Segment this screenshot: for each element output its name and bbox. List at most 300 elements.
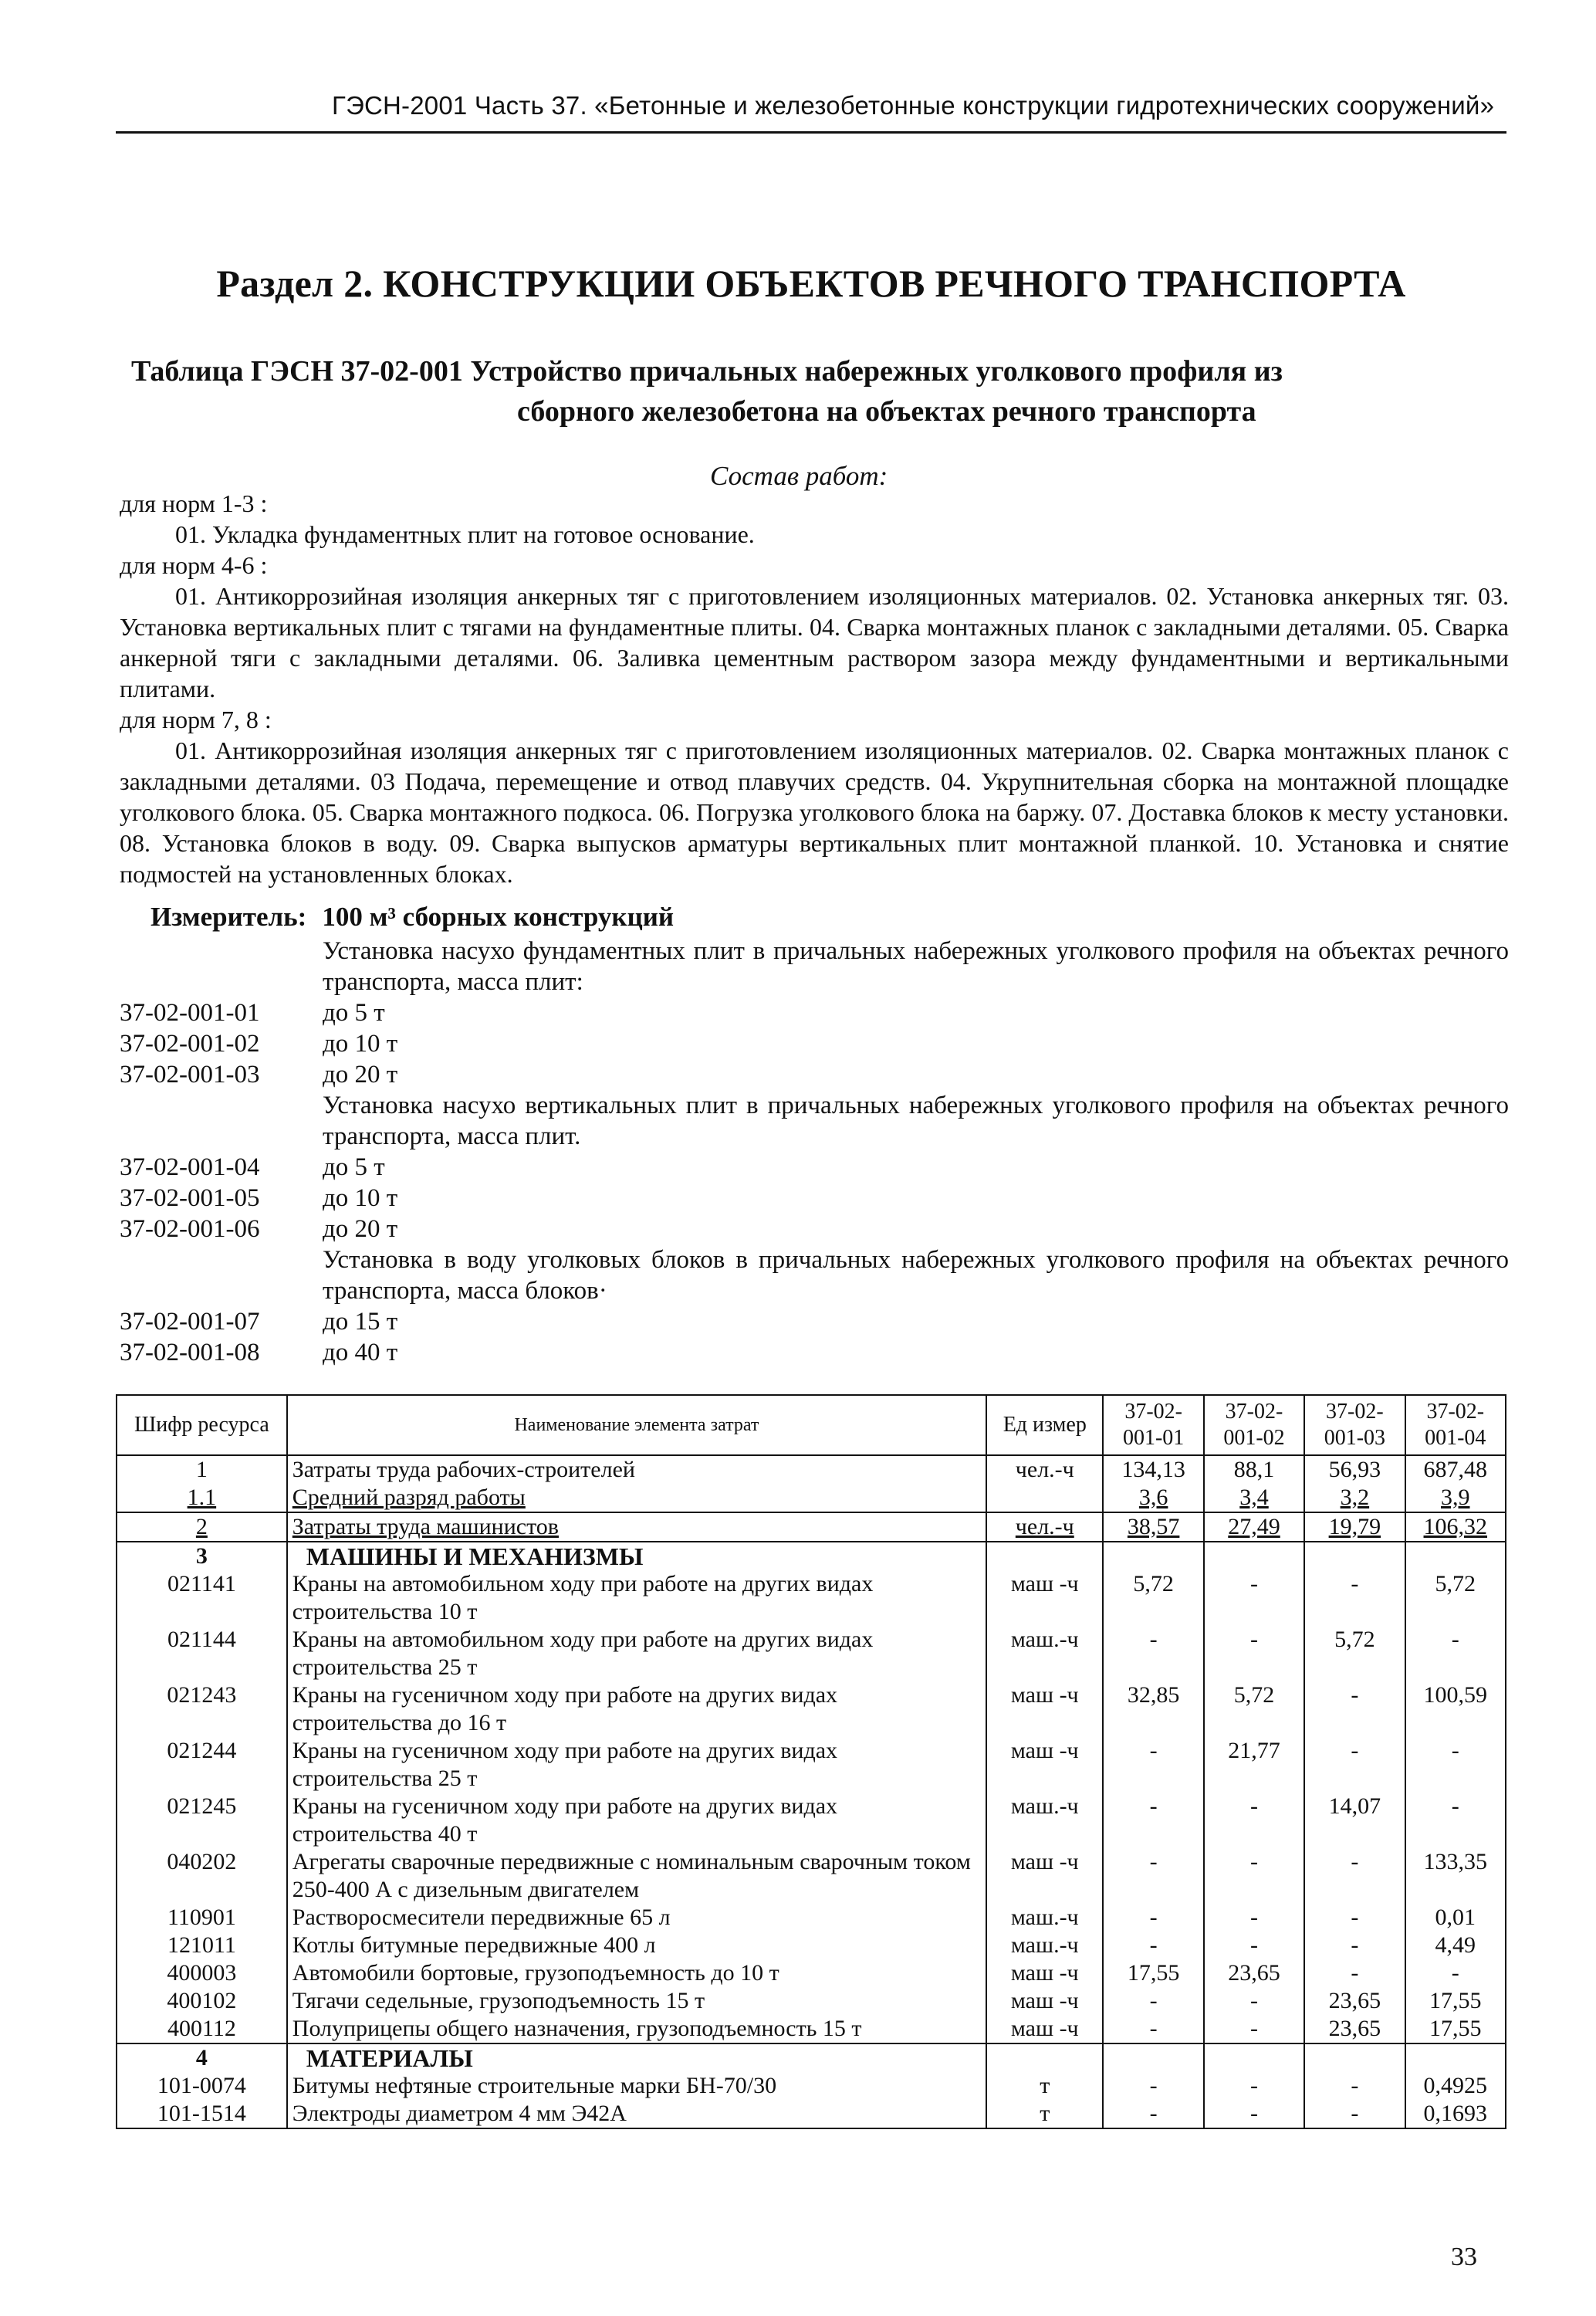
cell-value-4: [1405, 1542, 1506, 1570]
cell-value-2: [1204, 1793, 1304, 1848]
cell-value-2-text: 88,1: [1233, 1457, 1275, 1482]
cell-value-4-text: 106,32: [1423, 1514, 1488, 1539]
cell-unit-text: маш -ч: [1010, 1571, 1079, 1596]
cell-value-2-text: 3,4: [1239, 1485, 1269, 1510]
cell-code: [117, 2043, 287, 2072]
norm-item: [120, 1214, 1509, 1244]
norm-item: [120, 1028, 1509, 1059]
cell-value-3: [1304, 1904, 1405, 1932]
norm-item: [120, 1183, 1509, 1214]
resource-table: [116, 1394, 1506, 2129]
cell-code-text: 400003: [167, 1960, 237, 1986]
cell-name: [287, 1987, 986, 2015]
cell-unit: [986, 1793, 1103, 1848]
cell-name: [287, 1737, 986, 1793]
table-row: [117, 1959, 1506, 1987]
table-row: [117, 1484, 1506, 1512]
cell-value-3: [1304, 2072, 1405, 2100]
cell-value-3: [1304, 1570, 1405, 1626]
cell-code: [117, 1512, 287, 1542]
norm-group-description: Установка насухо вертикальных плит в причальных набережных уголкового профиля на объектах речного транспорта, масса плит.: [323, 1092, 1509, 1150]
cell-value-3-text: 23,65: [1328, 1988, 1381, 2013]
cell-value-1: [1103, 1959, 1203, 1987]
works-composition: [120, 488, 1509, 889]
cell-value-4: [1405, 1959, 1506, 1987]
cell-value-1-text: -: [1149, 1793, 1158, 1819]
cell-value-4-text: 3,9: [1441, 1485, 1470, 1510]
cell-value-1-text: 17,55: [1127, 1960, 1180, 1986]
cell-unit-text: маш.-ч: [1010, 1627, 1079, 1652]
cell-unit: [986, 1959, 1103, 1987]
cell-unit-text: маш.-ч: [1010, 1905, 1079, 1930]
cell-unit-text: маш -ч: [1010, 1960, 1079, 1986]
cell-value-1: [1103, 1848, 1203, 1904]
table-row: [117, 2015, 1506, 2043]
cell-code-text: 040202: [167, 1849, 237, 1874]
cell-value-3-text: 5,72: [1334, 1627, 1375, 1652]
header-norm-4: 37-02- 001-04: [1405, 1395, 1506, 1455]
table-row: [117, 2072, 1506, 2100]
cell-unit: [986, 1626, 1103, 1681]
cell-name: [287, 2015, 986, 2043]
table-row: [117, 1987, 1506, 2015]
cell-unit-text: маш.-ч: [1010, 1793, 1079, 1819]
norm-code: 37-02-001-02: [120, 1030, 260, 1058]
section-title: Раздел 2. КОНСТРУКЦИИ ОБЪЕКТОВ РЕЧНОГО ТРАНСПОРТА: [216, 262, 1406, 305]
cell-value-1-text: 134,13: [1121, 1457, 1185, 1482]
cell-value-1: [1103, 1737, 1203, 1793]
cell-value-2-text: -: [1250, 1849, 1258, 1874]
cell-name-text: Краны на гусеничном ходу при работе на других видах строительства до 16 т: [292, 1682, 838, 1735]
norm-mass: до 20 т: [323, 1215, 398, 1243]
cell-name-text: Котлы битумные передвижные 400 л: [292, 1932, 656, 1958]
cell-code-text: 400102: [167, 1988, 237, 2013]
cell-value-2: [1204, 2043, 1304, 2072]
norm-code: 37-02-001-04: [120, 1153, 260, 1181]
norm-item: [120, 1152, 1509, 1183]
cell-code-text: 4: [195, 2045, 208, 2071]
cell-value-3: [1304, 2043, 1405, 2072]
norm-item: [120, 1337, 1509, 1368]
norm-group-description: Установка насухо фундаментных плит в причальных набережных уголкового профиля на объектах речного транспорта, масса плит:: [323, 937, 1509, 996]
cell-value-3: [1304, 1959, 1405, 1987]
table-title-line1: Таблица ГЭСН 37-02-001 Устройство причальных набережных уголкового профиля из: [131, 355, 1283, 388]
cell-value-4: [1405, 1793, 1506, 1848]
cell-value-1: [1103, 1932, 1203, 1959]
cell-value-4-text: 17,55: [1429, 1988, 1482, 2013]
cell-name-text: Краны на гусеничном ходу при работе на других видах строительства 25 т: [292, 1738, 838, 1791]
cell-value-2-text: -: [1250, 1793, 1258, 1819]
cell-value-4: [1405, 1932, 1506, 1959]
cell-name: [287, 1455, 986, 1484]
table-row: [117, 1542, 1506, 1570]
cell-value-2: [1204, 2100, 1304, 2128]
cell-code: [117, 2072, 287, 2100]
header-unit: Ед измер: [986, 1395, 1103, 1455]
cell-unit-text: маш -ч: [1010, 1988, 1079, 2013]
works-group1-label: для норм 1-3 :: [120, 489, 268, 517]
cell-value-2: [1204, 2015, 1304, 2043]
cell-code-text: 101-0074: [157, 2073, 246, 2098]
cell-name: [287, 1681, 986, 1737]
cell-unit: [986, 2015, 1103, 2043]
cell-name-text: Битумы нефтяные строительные марки БН-70/30: [292, 2073, 777, 2098]
works-group2-text: 01. Антикоррозийная изоляция анкерных тяг с приготовлением изоляционных материалов. 02. Установка анкерных тяг. 03. Установка вертикальных плит с тягами на фундаментные плиты. 04. Сварка монтажных планок с закладными деталями. 05. Сварка анкерной тяги с закладными деталями. 06. Заливка цементным раствором зазора между фундаментными и вертикальными плитами.: [120, 582, 1509, 703]
cell-value-2-text: -: [1250, 1905, 1258, 1930]
cell-name: [287, 1932, 986, 1959]
cell-value-2: [1204, 1626, 1304, 1681]
cell-value-4: [1405, 1570, 1506, 1626]
norm-item: [120, 997, 1509, 1028]
works-group3-label: для норм 7, 8 :: [120, 706, 272, 733]
cell-name-text: Средний разряд работы: [292, 1485, 526, 1510]
header-name: Наименование элемента затрат: [287, 1395, 986, 1455]
cell-code-text: 101-1514: [157, 2101, 246, 2126]
cell-value-3: [1304, 1848, 1405, 1904]
cell-value-4: [1405, 2015, 1506, 2043]
cell-unit: [986, 1848, 1103, 1904]
cell-value-1: [1103, 2100, 1203, 2128]
cell-value-1: [1103, 2043, 1203, 2072]
cell-unit-text: маш -ч: [1010, 1849, 1079, 1874]
cell-value-4: [1405, 1848, 1506, 1904]
cell-value-4: [1405, 1484, 1506, 1512]
meter-unit: 100 м³ сборных конструкций: [322, 902, 675, 932]
norm-code: 37-02-001-01: [120, 999, 260, 1027]
cell-value-4: [1405, 1904, 1506, 1932]
cell-name: [287, 1542, 986, 1570]
cell-value-2: [1204, 1484, 1304, 1512]
cell-value-1-text: 3,6: [1138, 1485, 1168, 1510]
cell-name-text: Затраты труда машинистов: [292, 1514, 559, 1539]
cell-code: [117, 1484, 287, 1512]
cell-code: [117, 1932, 287, 1959]
norm-item: [120, 1306, 1509, 1337]
cell-value-2-text: -: [1250, 1932, 1258, 1958]
cell-name-text: Автомобили бортовые, грузоподъемность до 10 т: [292, 1960, 779, 1986]
cell-value-1: [1103, 1793, 1203, 1848]
norm-code: 37-02-001-03: [120, 1061, 260, 1089]
cell-value-1-text: 5,72: [1133, 1571, 1174, 1596]
cell-code: [117, 2015, 287, 2043]
norm-code: 37-02-001-06: [120, 1215, 260, 1243]
table-row: [117, 2100, 1506, 2128]
cell-value-3-text: -: [1351, 1849, 1359, 1874]
cell-value-2: [1204, 1455, 1304, 1484]
cell-code-text: 021243: [167, 1682, 237, 1708]
cell-value-4: [1405, 2072, 1506, 2100]
meter: [150, 902, 674, 933]
table-row: [117, 1737, 1506, 1793]
cell-value-3: [1304, 1793, 1405, 1848]
cell-value-3: [1304, 1932, 1405, 1959]
cell-name-text: Полуприцепы общего назначения, грузоподъемность 15 т: [292, 2016, 862, 2041]
table-row: [117, 1626, 1506, 1681]
cell-value-1: [1103, 1512, 1203, 1542]
cell-value-4: [1405, 1626, 1506, 1681]
norm-group-description: Установка в воду уголковых блоков в причальных набережных уголкового профиля на объектах речного транспорта, масса блоков·: [323, 1246, 1509, 1305]
norm-code: 37-02-001-08: [120, 1339, 260, 1366]
cell-value-4-text: 0,01: [1435, 1905, 1476, 1930]
cell-unit: [986, 1932, 1103, 1959]
cell-value-3: [1304, 2015, 1405, 2043]
cell-unit: [986, 2072, 1103, 2100]
cell-name-text: Краны на автомобильном ходу при работе на других видах строительства 10 т: [292, 1571, 874, 1624]
cell-value-3: [1304, 1484, 1405, 1512]
cell-code-text: 400112: [167, 2016, 236, 2041]
cell-value-1: [1103, 1455, 1203, 1484]
cell-value-3: [1304, 1542, 1405, 1570]
cell-value-3-text: 19,79: [1328, 1514, 1381, 1539]
cell-value-4: [1405, 1455, 1506, 1484]
cell-code: [117, 1737, 287, 1793]
cell-value-2-text: 23,65: [1228, 1960, 1280, 1986]
cell-value-3-text: -: [1351, 1738, 1359, 1763]
cell-value-2-text: -: [1250, 1988, 1258, 2013]
cell-name: [287, 1484, 986, 1512]
cell-name-text: Электроды диаметром 4 мм Э42А: [292, 2101, 627, 2126]
cell-value-1: [1103, 1904, 1203, 1932]
cell-unit: [986, 1904, 1103, 1932]
works-group3-text: 01. Антикоррозийная изоляция анкерных тяг с приготовлением изоляционных материалов. 02. Сварка монтажных планок с закладными деталями. 03 Подача, перемещение и отвод плавучих средств. 04. Укрупнительная сборка на монтажной площадке уголкового блока. 05. Сварка монтажного подкоса. 06. Погрузка уголкового блока на баржу. 07. Доставка блоков к месту установки. 08. Установка блоков в воду. 09. Сварка выпусков арматуры вертикальных плит монтажной планкой. 10. Установка и снятие подмостей на установленных блоках.: [120, 736, 1509, 888]
cell-value-1: [1103, 1484, 1203, 1512]
cell-name-text: МАШИНЫ И МЕХАНИЗМЫ: [306, 1542, 644, 1570]
cell-value-3: [1304, 2100, 1405, 2128]
norm-mass: до 5 т: [323, 1153, 385, 1181]
cell-value-4-text: 133,35: [1423, 1849, 1488, 1874]
cell-unit: [986, 2043, 1103, 2072]
norm-list: [120, 936, 1509, 1368]
cell-code-text: 121011: [167, 1932, 236, 1958]
cell-value-2: [1204, 1904, 1304, 1932]
cell-unit-text: т: [1040, 2101, 1050, 2126]
cell-name: [287, 2072, 986, 2100]
cell-code-text: 021244: [167, 1738, 237, 1763]
cell-value-3-text: -: [1351, 1932, 1359, 1958]
cell-value-1-text: -: [1149, 1905, 1158, 1930]
cell-value-1-text: -: [1149, 1849, 1158, 1874]
cell-unit: [986, 1542, 1103, 1570]
table-row: [117, 1455, 1506, 1484]
norm-code: 37-02-001-05: [120, 1184, 260, 1212]
cell-value-3-text: 23,65: [1328, 2016, 1381, 2041]
cell-unit: [986, 1737, 1103, 1793]
cell-code-text: 021141: [167, 1571, 236, 1596]
cell-name: [287, 1793, 986, 1848]
cell-value-4-text: -: [1451, 1960, 1459, 1986]
cell-name: [287, 1848, 986, 1904]
norm-code: 37-02-001-07: [120, 1308, 260, 1336]
cell-value-2-text: -: [1250, 2101, 1258, 2126]
cell-code: [117, 1987, 287, 2015]
table-row: [117, 1848, 1506, 1904]
header-norm-3: 37-02- 001-03: [1304, 1395, 1405, 1455]
cell-code-text: 1.1: [187, 1485, 217, 1510]
table-row: [117, 1793, 1506, 1848]
cell-name: [287, 1959, 986, 1987]
running-header: ГЭСН-2001 Часть 37. «Бетонные и железобетонные конструкции гидротехнических сооружений»: [332, 91, 1495, 120]
header-norm-2: 37-02- 001-02: [1204, 1395, 1304, 1455]
norm-mass: до 5 т: [323, 999, 385, 1027]
cell-value-4-text: 4,49: [1435, 1932, 1476, 1958]
cell-value-2-text: 27,49: [1228, 1514, 1280, 1539]
cell-value-2-text: -: [1250, 2016, 1258, 2041]
cell-code: [117, 1959, 287, 1987]
cell-value-1: [1103, 1987, 1203, 2015]
cell-code: [117, 1542, 287, 1570]
cell-value-2: [1204, 1932, 1304, 1959]
cell-value-4-text: -: [1451, 1793, 1459, 1819]
cell-code: [117, 1848, 287, 1904]
norm-mass: до 15 т: [323, 1308, 398, 1336]
cell-name-text: Краны на автомобильном ходу при работе на других видах строительства 25 т: [292, 1627, 874, 1680]
table-row: [117, 1512, 1506, 1542]
norm-mass: до 40 т: [323, 1339, 398, 1366]
cell-value-4: [1405, 1512, 1506, 1542]
cell-unit: [986, 1570, 1103, 1626]
table-title: [131, 351, 1505, 432]
cell-value-4-text: 0,1693: [1423, 2101, 1488, 2126]
cell-name-text: Растворосмесители передвижные 65 л: [292, 1905, 671, 1930]
cell-value-1-text: -: [1149, 1932, 1158, 1958]
cell-value-3-text: -: [1351, 1960, 1359, 1986]
cell-value-3: [1304, 1987, 1405, 2015]
cell-value-2-text: -: [1250, 2073, 1258, 2098]
cell-name-text: Краны на гусеничном ходу при работе на других видах строительства 40 т: [292, 1793, 838, 1847]
cell-code-text: 110901: [167, 1905, 236, 1930]
cell-value-3-text: -: [1351, 1682, 1359, 1708]
cell-value-4: [1405, 1737, 1506, 1793]
cell-unit: [986, 1455, 1103, 1484]
cell-value-2-text: 5,72: [1233, 1682, 1275, 1708]
cell-unit: [986, 1512, 1103, 1542]
cell-unit-text: маш.-ч: [1010, 1932, 1079, 1958]
cell-value-2: [1204, 1848, 1304, 1904]
cell-unit: [986, 1681, 1103, 1737]
cell-name: [287, 2043, 986, 2072]
cell-name: [287, 1626, 986, 1681]
table-title-line2: сборного железобетона на объектах речного транспорта: [517, 395, 1256, 428]
cell-value-2-text: 21,77: [1228, 1738, 1280, 1763]
cell-code: [117, 1455, 287, 1484]
cell-value-4-text: 5,72: [1435, 1571, 1476, 1596]
cell-value-1: [1103, 2072, 1203, 2100]
cell-unit: [986, 1987, 1103, 2015]
works-group2-label: для норм 4-6 :: [120, 551, 268, 579]
cell-unit-text: чел.-ч: [1015, 1457, 1074, 1482]
cell-value-3-text: 56,93: [1328, 1457, 1381, 1482]
cell-code-text: 2: [195, 1514, 208, 1539]
cell-value-2: [1204, 1737, 1304, 1793]
cell-value-1-text: -: [1149, 2016, 1158, 2041]
cell-value-3: [1304, 1626, 1405, 1681]
cell-name-text: Агрегаты сварочные передвижные с номинальным сварочным током 250-400 А с дизельным двигателем: [292, 1849, 971, 1902]
table-row: [117, 1681, 1506, 1737]
page-number: 33: [1451, 2243, 1477, 2271]
cell-code-text: 021245: [167, 1793, 237, 1819]
cell-value-3: [1304, 1455, 1405, 1484]
cell-value-4-text: 100,59: [1423, 1682, 1488, 1708]
table-row: [117, 1570, 1506, 1626]
cell-code-text: 3: [195, 1543, 208, 1569]
cell-value-2: [1204, 1987, 1304, 2015]
header-code: Шифр ресурса: [117, 1395, 287, 1455]
cell-value-4-text: -: [1451, 1627, 1459, 1652]
cell-value-4: [1405, 1987, 1506, 2015]
norm-mass: до 10 т: [323, 1030, 398, 1058]
cell-code: [117, 1626, 287, 1681]
header-norm-1: 37-02- 001-01: [1103, 1395, 1203, 1455]
cell-value-3-text: -: [1351, 1905, 1359, 1930]
cell-unit: [986, 2100, 1103, 2128]
cell-value-3-text: 3,2: [1340, 1485, 1370, 1510]
cell-value-1-text: 38,57: [1127, 1514, 1180, 1539]
works-group1-text: 01. Укладка фундаментных плит на готовое основание.: [175, 520, 755, 548]
cell-unit-text: чел.-ч: [1015, 1514, 1074, 1539]
table-header-row: [117, 1395, 1506, 1455]
cell-value-3-text: -: [1351, 1571, 1359, 1596]
cell-value-2-text: -: [1250, 1627, 1258, 1652]
meter-label: Измеритель:: [150, 902, 307, 932]
cell-unit-text: маш -ч: [1010, 2016, 1079, 2041]
table-row: [117, 2043, 1506, 2072]
norm-mass: до 20 т: [323, 1061, 398, 1089]
cell-name: [287, 1512, 986, 1542]
cell-value-2: [1204, 1681, 1304, 1737]
cell-value-3-text: -: [1351, 2073, 1359, 2098]
cell-value-1: [1103, 1626, 1203, 1681]
cell-code: [117, 2100, 287, 2128]
cell-value-4: [1405, 1681, 1506, 1737]
cell-code-text: 021144: [167, 1627, 236, 1652]
table-row: [117, 1932, 1506, 1959]
cell-value-4-text: 17,55: [1429, 2016, 1482, 2041]
norm-mass: до 10 т: [323, 1184, 398, 1212]
cell-value-3: [1304, 1512, 1405, 1542]
cell-value-1: [1103, 2015, 1203, 2043]
cell-code-text: 1: [195, 1457, 208, 1482]
cell-name-text: Затраты труда рабочих-строителей: [292, 1457, 635, 1482]
cell-value-2: [1204, 1570, 1304, 1626]
cell-name-text: Тягачи седельные, грузоподъемность 15 т: [292, 1988, 705, 2013]
cell-value-2: [1204, 1959, 1304, 1987]
cell-value-4-text: 687,48: [1423, 1457, 1488, 1482]
cell-value-1-text: -: [1149, 1627, 1158, 1652]
cell-value-3: [1304, 1681, 1405, 1737]
cell-value-1-text: 32,85: [1127, 1682, 1180, 1708]
cell-value-1: [1103, 1681, 1203, 1737]
cell-unit-text: маш -ч: [1010, 1738, 1079, 1763]
cell-name: [287, 1570, 986, 1626]
cell-value-3-text: -: [1351, 2101, 1359, 2126]
cell-value-1-text: -: [1149, 2073, 1158, 2098]
cell-name: [287, 1904, 986, 1932]
cell-value-1: [1103, 1542, 1203, 1570]
cell-name-text: МАТЕРИАЛЫ: [306, 2044, 473, 2072]
cell-code: [117, 1793, 287, 1848]
cell-code: [117, 1570, 287, 1626]
norm-item: [120, 1059, 1509, 1090]
cell-value-3: [1304, 1737, 1405, 1793]
cell-code: [117, 1904, 287, 1932]
cell-code: [117, 1681, 287, 1737]
composition-label: Состав работ:: [710, 461, 888, 491]
cell-unit: [986, 1484, 1103, 1512]
cell-unit-text: маш -ч: [1010, 1682, 1079, 1708]
cell-value-2: [1204, 1512, 1304, 1542]
cell-value-1-text: -: [1149, 1988, 1158, 2013]
cell-value-2-text: -: [1250, 1571, 1258, 1596]
